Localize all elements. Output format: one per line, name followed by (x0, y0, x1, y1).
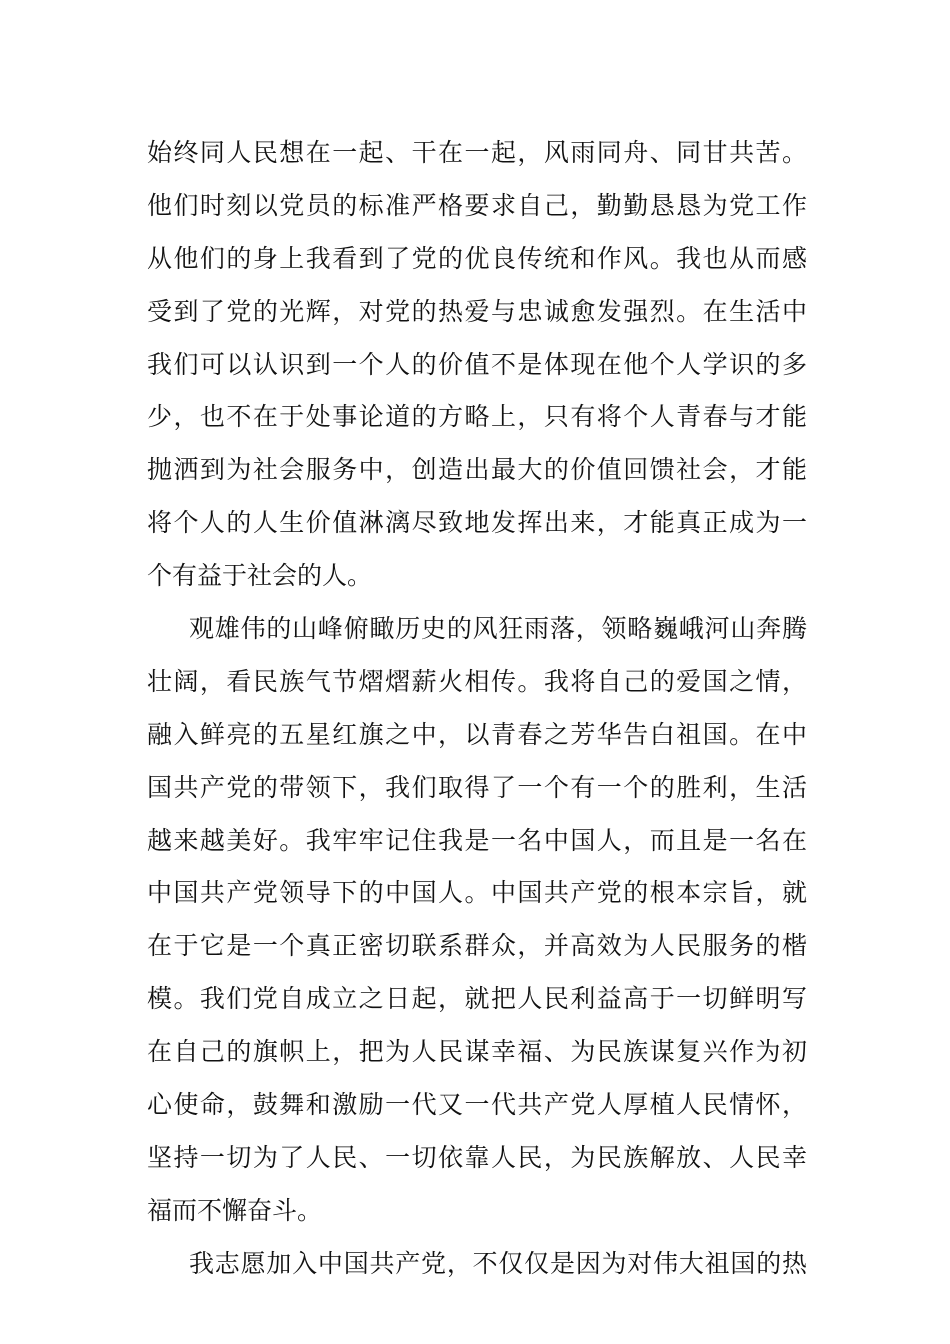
text-line: 心使命，鼓舞和激励一代又一代共产党人厚植人民情怀， (147, 1090, 807, 1120)
text-line: 壮阔，看民族气节熠熠薪火相传。我将自己的爱国之情， (147, 666, 807, 696)
text-line: 模。我们党自成立之日起，就把人民利益高于一切鲜明写 (147, 984, 807, 1014)
text-line: 国共产党的带领下，我们取得了一个有一个的胜利，生活 (147, 772, 807, 802)
text-line: 融入鲜亮的五星红旗之中，以青春之芳华告白祖国。在中 (147, 719, 807, 749)
text-line: 将个人的人生价值淋漓尽致地发挥出来，才能真正成为一 (147, 508, 807, 538)
text-line: 坚持一切为了人民、一切依靠人民，为民族解放、人民幸 (147, 1142, 807, 1172)
text-line: 少，也不在于处事论道的方略上，只有将个人青春与才能 (147, 402, 807, 432)
text-line: 在自己的旗帜上，把为人民谋幸福、为民族谋复兴作为初 (147, 1037, 807, 1067)
text-line: 在于它是一个真正密切联系群众，并高效为人民服务的楷 (147, 931, 807, 961)
text-line: 受到了党的光辉，对党的热爱与忠诚愈发强烈。在生活中 (147, 296, 807, 326)
body-text (147, 127, 807, 1291)
text-line: 始终同人民想在一起、干在一起，风雨同舟、同甘共苦。 (147, 138, 807, 167)
text-line: 从他们的身上我看到了党的优良传统和作风。我也从而感 (147, 243, 807, 273)
text-line: 抛洒到为社会服务中，创造出最大的价值回馈社会，才能 (147, 455, 807, 485)
text-line: 福而不懈奋斗。 (147, 1195, 323, 1225)
paragraph-first-line: 观雄伟的山峰俯瞰历史的风狂雨落，领略巍峨河山奔腾 (189, 614, 807, 644)
text-line: 个有益于社会的人。 (147, 561, 373, 591)
text-line: 越来越美好。我牢牢记住我是一名中国人，而且是一名在 (147, 825, 807, 855)
paragraph-first-line: 我志愿加入中国共产党，不仅仅是因为对伟大祖国的热 (189, 1248, 807, 1278)
text-line: 中国共产党领导下的中国人。中国共产党的根本宗旨，就 (147, 878, 807, 908)
text-line: 我们可以认识到一个人的价值不是体现在他个人学识的多 (147, 349, 807, 379)
text-line: 他们时刻以党员的标准严格要求自己，勤勤恳恳为党工作 (147, 190, 807, 220)
